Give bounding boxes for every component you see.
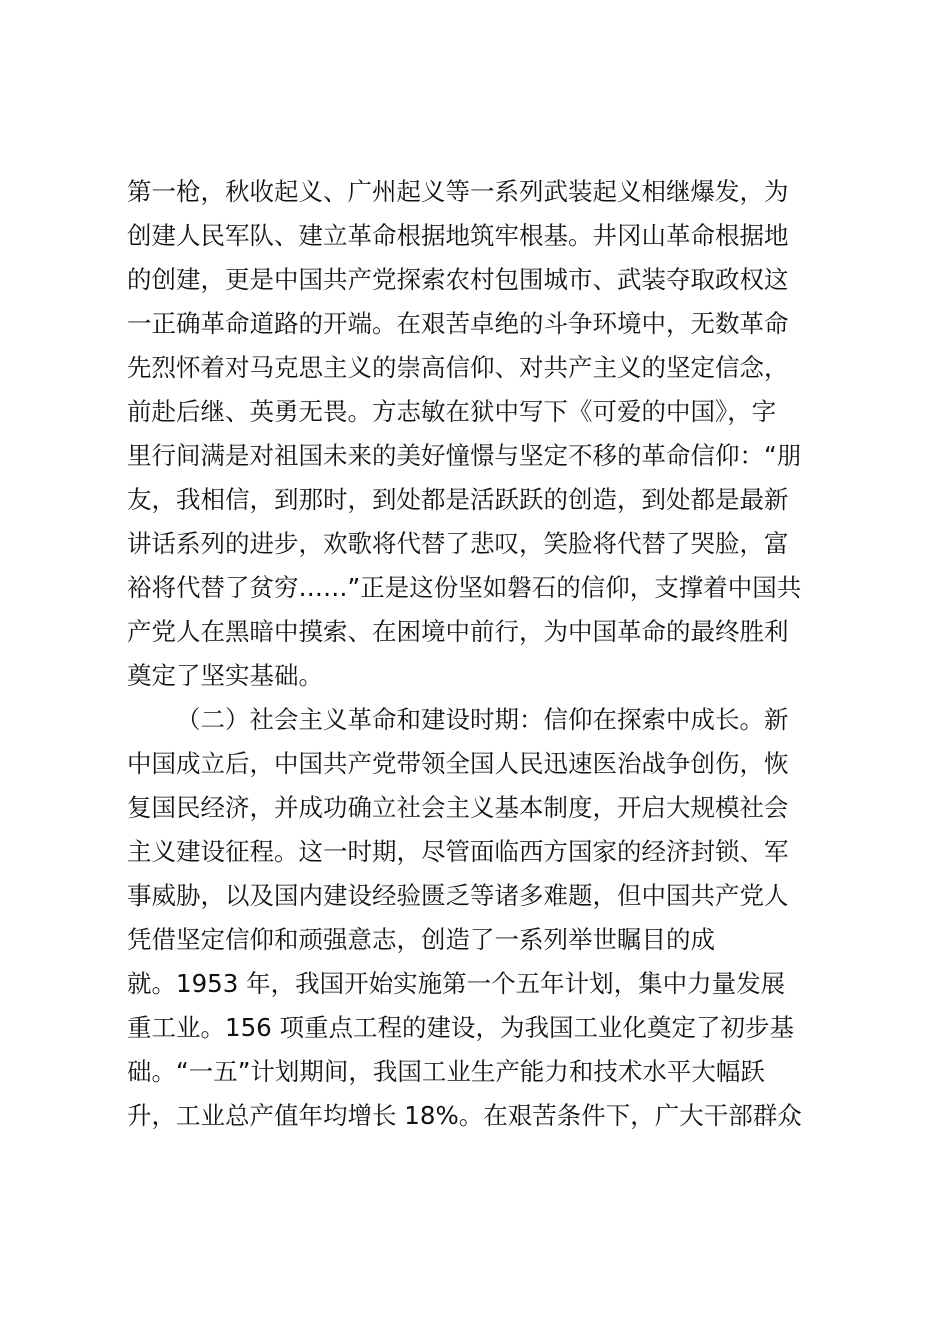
- body-text: [127, 170, 837, 1138]
- section-heading-line: （二）社会主义革命和建设时期：信仰在探索中成长。新: [176, 705, 789, 734]
- text-line: 重工业。156 项重点工程的建设，为我国工业化奠定了初步基: [127, 1013, 795, 1042]
- text-line: 友，我相信，到那时，到处都是活跃跃的创造，到处都是最新: [127, 485, 789, 514]
- text-line: 讲话系列的进步，欢歌将代替了悲叹，笑脸将代替了哭脸，富: [127, 529, 789, 558]
- text-line: 础。“一五”计划期间，我国工业生产能力和技术水平大幅跃: [127, 1057, 765, 1086]
- text-line: 前赴后继、英勇无畏。方志敏在狱中写下《可爱的中国》，字: [127, 397, 777, 426]
- text-line: 第一枪，秋收起义、广州起义等一系列武装起义相继爆发，为: [127, 177, 789, 206]
- text-line: 中国成立后，中国共产党带领全国人民迅速医治战争创伤，恢: [127, 749, 789, 778]
- text-line: 里行间满是对祖国未来的美好憧憬与坚定不移的革命信仰：“朋: [127, 441, 802, 470]
- text-line: 一正确革命道路的开端。在艰苦卓绝的斗争环境中，无数革命: [127, 309, 789, 338]
- text-line: 事威胁，以及国内建设经验匮乏等诸多难题，但中国共产党人: [127, 881, 789, 910]
- text-line: 奠定了坚实基础。: [127, 661, 323, 690]
- text-line: 就。1953 年，我国开始实施第一个五年计划，集中力量发展: [127, 969, 786, 998]
- text-line: 凭借坚定信仰和顽强意志，创造了一系列举世瞩目的成: [127, 925, 715, 954]
- text-line: 产党人在黑暗中摸索、在困境中前行，为中国革命的最终胜利: [127, 617, 789, 646]
- text-line: 裕将代替了贫穷……”正是这份坚如磐石的信仰，支撑着中国共: [127, 573, 802, 602]
- text-line: 创建人民军队、建立革命根据地筑牢根基。井冈山革命根据地: [127, 221, 789, 250]
- text-line: 的创建，更是中国共产党探索农村包围城市、武装夺取政权这: [127, 265, 789, 294]
- text-line: 升，工业总产值年均增长 18%。在艰苦条件下，广大干部群众: [127, 1101, 802, 1130]
- text-line: 先烈怀着对马克思主义的崇高信仰、对共产主义的坚定信念，: [127, 353, 789, 382]
- text-line: 主义建设征程。这一时期，尽管面临西方国家的经济封锁、军: [127, 837, 789, 866]
- text-line: 复国民经济，并成功确立社会主义基本制度，开启大规模社会: [127, 793, 789, 822]
